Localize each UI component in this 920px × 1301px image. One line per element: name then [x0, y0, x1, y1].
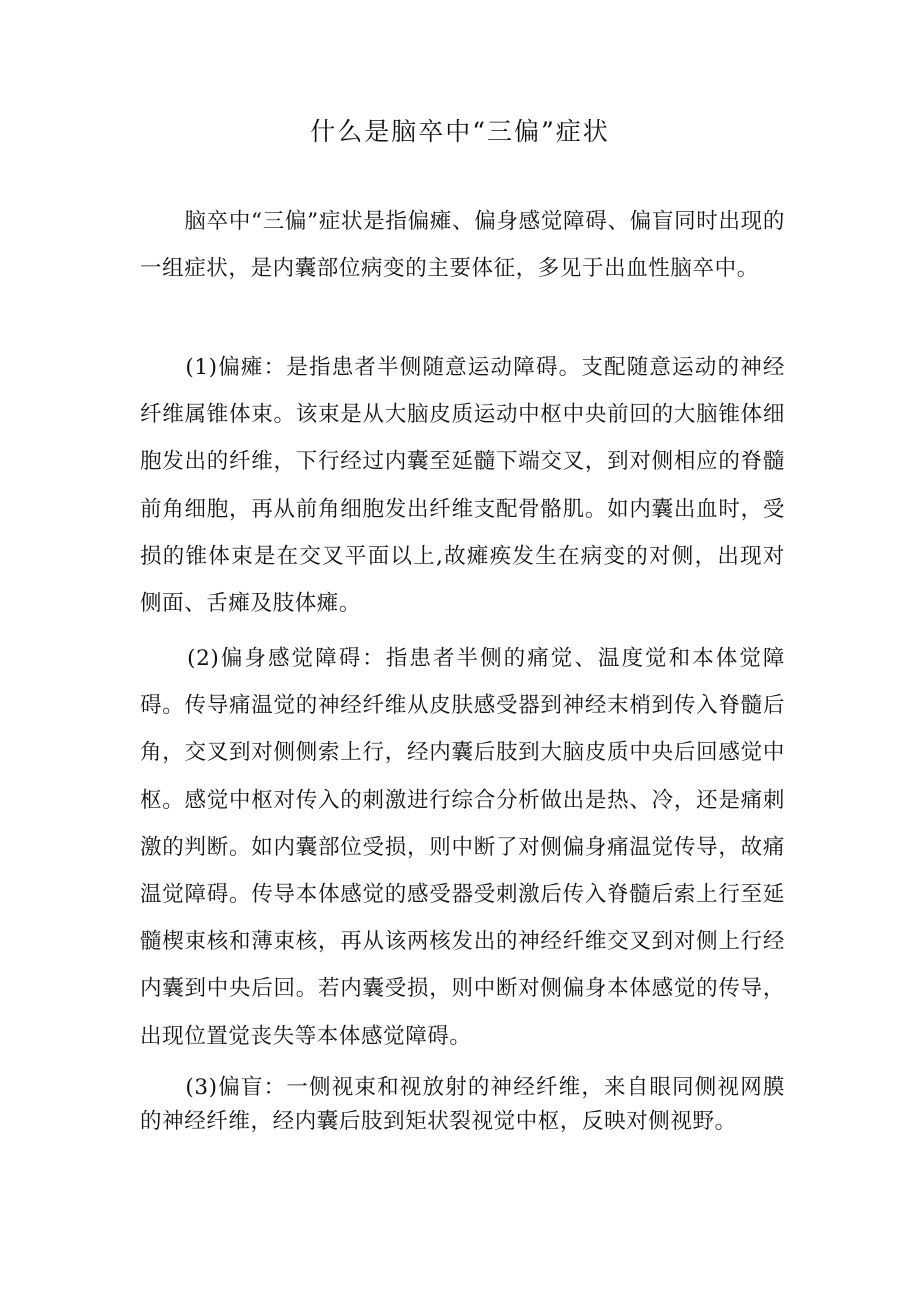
paragraph-intro: 脑卒中“三偏”症状是指偏瘫、偏身感觉障碍、偏盲同时出现的一组症状，是内囊部位病变的主要体征，多见于出血性脑卒中。 — [140, 209, 785, 282]
paragraph-hemiplegia: (1)偏瘫：是指患者半侧随意运动障碍。支配随意运动的神经纤维属锥体束。该束是从大脑皮质运动中枢中央前回的大脑锥体细胞发出的纤维，下行经过内囊至延髓下端交叉，到对侧相应的脊髓前角细胞，再从前角细胞发出纤维支配骨骼肌。如内囊出血时，受损的锥体束是在交叉平面以上,故瘫痪发生在病变的对侧，出现对侧面、舌瘫及肢体瘫。 — [140, 355, 785, 617]
document-title: 什么是脑卒中“三偏”症状 — [310, 117, 610, 146]
paragraph-hemianopia: (3)偏盲：一侧视束和视放射的神经纤维，来自眼同侧视网膜的神经纤维，经内囊后肢到矩状裂视觉中枢，反映对侧视野。 — [140, 1075, 785, 1134]
paragraph-hemianesthesia: (2)偏身感觉障碍：指患者半侧的痛觉、温度觉和本体觉障碍。传导痛温觉的神经纤维从皮肤感受器到神经末梢到传入脊髓后角，交叉到对侧侧索上行，经内囊后肢到大脑皮质中央后回感觉中枢。感觉中枢对传入的刺激进行综合分析做出是热、冷，还是痛刺激的判断。如内囊部位受损，则中断了对侧偏身痛温觉传导，故痛温觉障碍。传导本体感觉的感受器受刺激后传入脊髓后索上行至延髓楔束核和薄束核，再从该两核发出的神经纤维交叉到对侧上行经内囊到中央后回。若内囊受损，则中断对侧偏身本体感觉的传导，出现位置觉丧失等本体感觉障碍。 — [140, 646, 785, 1049]
